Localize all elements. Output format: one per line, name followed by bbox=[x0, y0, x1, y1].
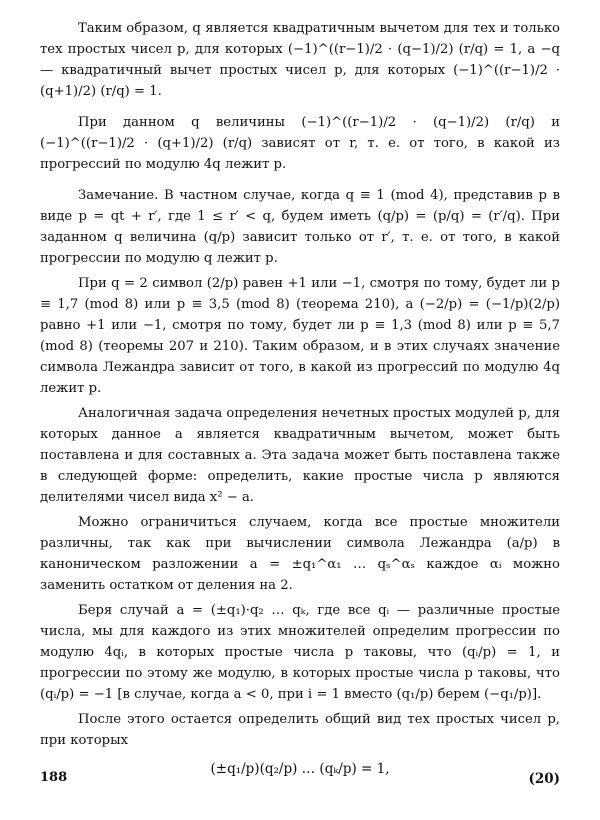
paragraph-8: После этого остается определить общий вид тех простых чисел p, при которых bbox=[40, 712, 560, 748]
display-formula-20 bbox=[40, 761, 560, 801]
equation-number: (20) bbox=[528, 771, 560, 787]
formula-body: (±q₁/p)(q₂/p) … (qₖ/p) = 1, bbox=[210, 761, 390, 777]
paragraph-4: При q = 2 символ (2/p) равен +1 или −1, смотря по тому, будет ли p ≡ 1,7 (mod 8) или p ≡ 3,5 (mod 8) (теорема 210), а (−2/p) = (−1/p)(2/p) равно +1 или −1, смотря по тому, будет ли p ≡ 1,3 (mod 8) или p ≡ 5,7 (mod 8) (теоремы 207 и 210). Таким образом, и в этих случаях значение символа Лежандра зависит от того, в какой из прогрессий по модулю 4q лежит p. bbox=[40, 276, 560, 396]
paragraph-7: Беря случай a = (±q₁)·q₂ … qₖ, где все qᵢ — различные простые числа, мы для каждого из этих множителей определим прогрессии по модулю 4qᵢ, в которых простые числа p таковы, что (qᵢ/p) = 1, и прогрессии по этому же модулю, в которых простые числа p таковы, что (qᵢ/p) = −1 [в случае, когда a < 0, при i = 1 вместо (q₁/p) берем (−q₁/p)]. bbox=[40, 603, 560, 702]
page-number: 188 bbox=[40, 770, 68, 785]
paragraph-1: Таким образом, q является квадратичным вычетом для тех и только тех простых чисел p, для которых (−1)^((r−1)/2 · (q−1)/2) (r/q) = 1, а −q — квадратичный вычет простых чисел p, для которых (−1)^((r−1)/2 · (q+1)/2) (r/q) = 1. bbox=[40, 21, 560, 99]
paragraph-remark: Замечание. В частном случае, когда q ≡ 1 (mod 4), представив p в виде p = qt + r′, где 1 ≤ r′ < q, будем иметь (q/p) = (p/q) = (r′/q). При заданном q величина (q/p) зависит только от r′, т. е. от того, в какой прогрессии по модулю q лежит p. bbox=[40, 188, 560, 266]
paragraph-6: Можно ограничиться случаем, когда все простые множители различны, так как при вычислении символа Лежандра (a/p) в каноническом разложении a = ±q₁^α₁ … qₛ^αₛ каждое αᵢ можно заменить остатком от деления на 2. bbox=[40, 515, 560, 593]
paragraph-2: При данном q величины (−1)^((r−1)/2 · (q−1)/2) (r/q) и (−1)^((r−1)/2 · (q+1)/2) (r/q) зависят от r, т. е. от того, в какой из прогрессий по модулю 4q лежит p. bbox=[40, 115, 560, 172]
paragraph-5: Аналогичная задача определения нечетных простых модулей p, для которых данное a является квадратичным вычетом, может быть поставлена и для составных a. Эта задача может быть поставлена также в следующей форме: определить, какие простые числа p являются делителями чисел вида x² − a. bbox=[40, 406, 560, 505]
page-body bbox=[40, 18, 560, 801]
